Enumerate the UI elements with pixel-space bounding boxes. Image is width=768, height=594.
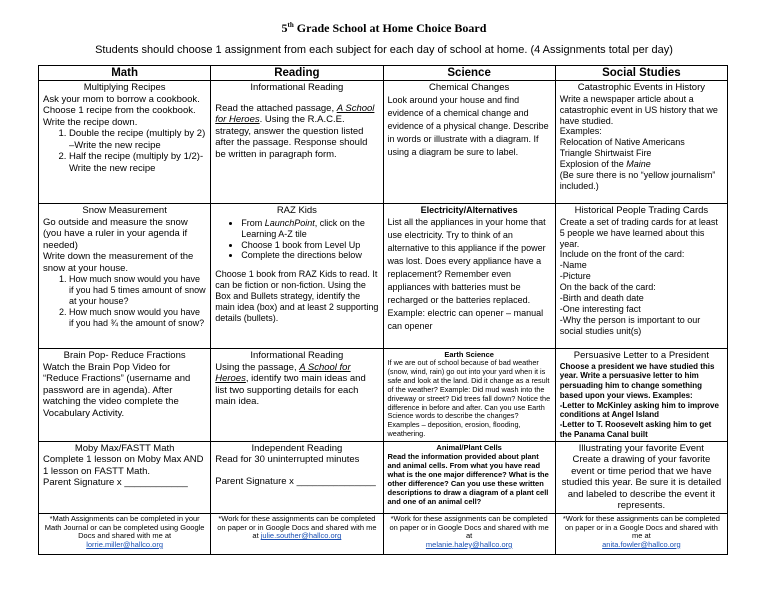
board-row — [39, 204, 728, 349]
header-math: Math — [39, 66, 211, 81]
board-row — [39, 514, 728, 555]
header-row — [39, 66, 728, 81]
cell-science-cells: Animal/Plant Cells Read the information provided about plant and animal cells. From what you have read what is the one major difference? What is the other difference? Can you use these written descriptions to draw a diagram of a plant cell and one of an animal cell? — [383, 441, 555, 513]
instructions: Students should choose 1 assignment from each subject for each day of school at home. (4 Assignments total per day) — [95, 44, 673, 56]
email-link[interactable]: julie.souther@hallco.org — [260, 531, 342, 541]
board-row — [39, 441, 728, 513]
cell-reading-raz: RAZ Kids • From LaunchPoint, click on the Learning A-Z tile • Choose 1 book from Level Up • Complete the directions below Choose 1 book from RAZ Kids to read. It can be fiction or non-fiction. Using the Box and Bullets strategy, identify the main idea (box) and at least 2 supporting details (bullets). — [211, 204, 383, 349]
board-row — [39, 81, 728, 204]
cell-math-recipes: Multiplying Recipes Ask your mom to borrow a cookbook. Choose 1 recipe from the cookbook. Write the recipe down. 1. Double the recipe (multiply by 2) –Write the new recipe 2. Half the recipe (multiply by 1/2)- Write the new recipe — [39, 81, 211, 204]
cell-reading-note: *Work for these assignments can be completed on paper or in Google Docs and shared with me at julie.souther@hallco.org — [211, 514, 383, 555]
cell-science-note: *Work for these assignments can be completed on paper or in Google Docs and shared with me at melanie.haley@hallco.org — [383, 514, 555, 555]
cell-social-catastrophic: Catastrophic Events in History Write a newspaper article about a catastrophic event in US history that we have studied. Examples: Relocation of Native Americans Triangle Shirtwaist Fire Explosion of the Maine (Be sure there is no “yellow journalism” included.) — [555, 81, 727, 204]
cell-math-mobymax: Moby Max/FASTT Math Complete 1 lesson on Moby Max AND 1 lesson on FASTT Math. Parent Signature x ____________ — [39, 441, 211, 513]
choice-board-table — [38, 65, 728, 555]
cell-reading-main-ideas: Informational Reading Using the passage, A School for Heroes, identify two main ideas and list two supporting details for each main idea. — [211, 349, 383, 442]
header-social-studies: Social Studies — [555, 66, 727, 81]
header-science: Science — [383, 66, 555, 81]
email-link[interactable]: anita.fowler@hallco.org — [602, 539, 681, 549]
cell-social-persuasive: Persuasive Letter to a President Choose a president we have studied this year. Write a persuasive letter to him persuading him to change something based upon your views. Examples: -Letter to McKinley asking him to improve conditions at Angel Island -Letter to T. Roosevelt asking him to get the Panama Canal built — [555, 349, 727, 442]
cell-science-chemical: Chemical Changes Look around your house and find evidence of a chemical change and evidence of a physical change. Describe in words or illustrate with a diagram. If using a diagram be sure to label. — [383, 81, 555, 204]
email-link[interactable]: melanie.haley@hallco.org — [425, 539, 513, 549]
cell-social-illustrating: Illustrating your favorite Event Create a drawing of your favorite event or time period that we have studied this year. Be sure it is detailed and labeled to describe the event it represents. — [555, 441, 727, 513]
cell-math-brainpop: Brain Pop- Reduce Fractions Watch the Brain Pop Video for “Reduce Fractions” (username and password are in agenda). After watching the video complete the Vocabulary Activity. — [39, 349, 211, 442]
board-row — [39, 349, 728, 442]
cell-social-note: *Work for these assignments can be completed on paper or in a Google Docs and shared with me at anita.fowler@hallco.org — [555, 514, 727, 555]
passage-title: A School for Heroes — [215, 361, 351, 385]
cell-reading-independent: Independent Reading Read for 30 uninterrupted minutes Parent Signature x _______________ — [211, 441, 383, 513]
cell-reading-informational: Informational Reading Read the attached passage, A School for Heroes. Using the R.A.C.E. strategy, answer the question listed after the passage. Response should be written in paragraph form. — [211, 81, 383, 204]
cell-math-snow: Snow Measurement Go outside and measure the snow (you have a ruler in your agenda if needed) Write down the measurement of the snow at your house. 1. How much snow would you have if you had 5 times amount of snow at your house? 2. How much snow would you have if you had ¾ the amount of snow? — [39, 204, 211, 349]
passage-title: A School for Heroes — [215, 102, 375, 126]
header-reading: Reading — [211, 66, 383, 81]
email-link[interactable]: lorrie.miller@hallco.org — [86, 539, 164, 549]
cell-science-electricity: Electricity/Alternatives List all the appliances in your home that use electricity. Try to think of an alternative to this appliance if the power was lost. Does every appliance have a replacement? Remember even appliances with batteries must be recharged or the batteries replaced. Example: electric can opener – manual can opener — [383, 204, 555, 349]
page-title: 5th Grade School at Home Choice Board — [281, 21, 487, 35]
cell-social-trading-cards: Historical People Trading Cards Create a set of trading cards for at least 5 people we have learned about this year. Include on the front of the card: -Name -Picture On the back of the card: -Birth and death date -One interesting fact -Why the person is important to our social studies unit(s) — [555, 204, 727, 349]
cell-science-earth: Earth Science If we are out of school because of bad weather (snow, wind, rain) go out into your yard when it is safe and look at the land. Did it change as a result of the weather? Example: Did mud wash into the driveway or street? Did trees fall down? Notice the difference in before and after. Can you use Earth Science words to describe the changes? Examples – deposition, erosion, flooding, weathering. — [383, 349, 555, 442]
cell-math-note: *Math Assignments can be completed in your Math Journal or can be completed using Google Docs and shared with me at lorrie.miller@hallco.org — [39, 514, 211, 555]
